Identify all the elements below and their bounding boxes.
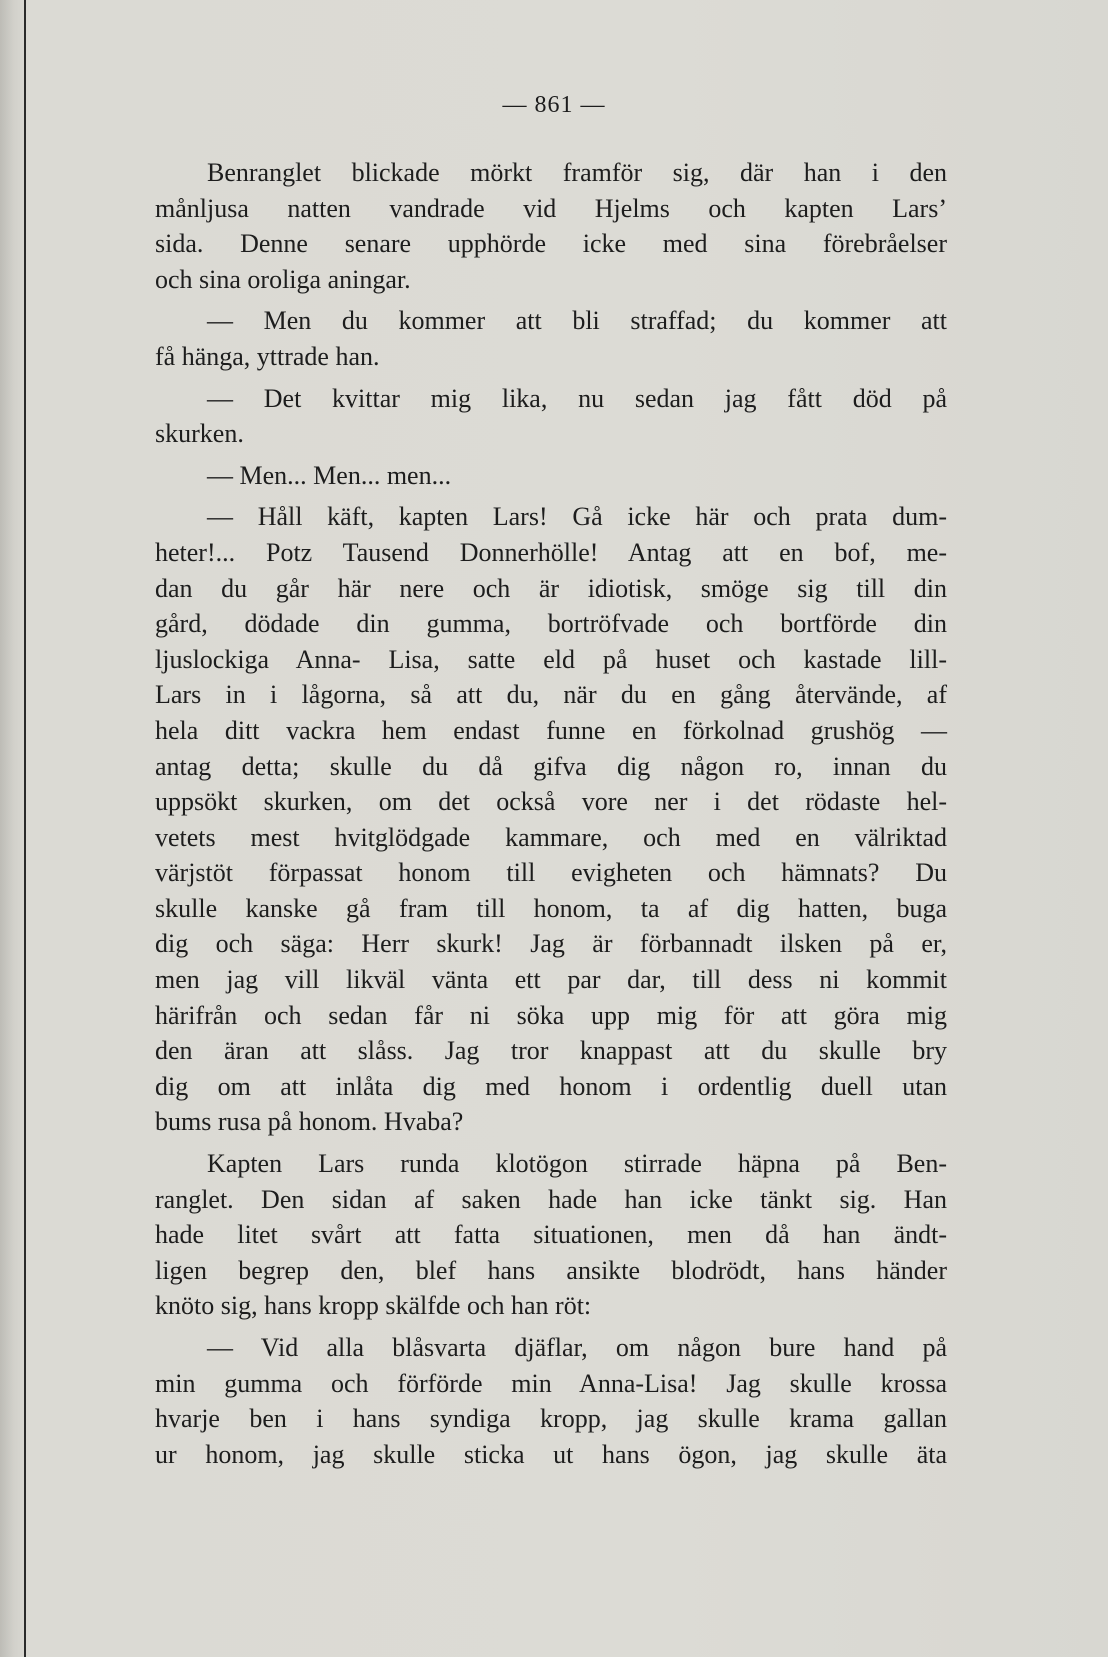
text-line: heter!... Potz Tausend Donnerhölle! Antag att en bof, me- bbox=[155, 537, 947, 567]
text-line: gård, dödade din gumma, bortröfvade och bortförde din bbox=[155, 609, 947, 639]
page-binding-edge bbox=[0, 0, 26, 1657]
text-line: dig och säga: Herr skurk! Jag är förbannadt ilsken på er, bbox=[155, 929, 947, 959]
text-line: min gumma och förförde min Anna-Lisa! Jag skulle krossa bbox=[155, 1368, 947, 1398]
page-number: — 861 — bbox=[502, 92, 606, 118]
text-line: ligen begrep den, blef hans ansikte blodrödt, hans händer bbox=[155, 1255, 947, 1285]
page-binding-line bbox=[24, 0, 26, 1657]
text-line: hvarje ben i hans syndiga kropp, jag skulle krama gallan bbox=[155, 1404, 947, 1434]
text-line: värjstöt förpassat honom till evigheten och hämnats? Du bbox=[155, 858, 947, 888]
body-text bbox=[155, 155, 947, 1472]
text-line: Benranglet blickade mörkt framför sig, där han i den bbox=[207, 158, 947, 187]
text-line: skurken. bbox=[155, 419, 244, 449]
text-line: uppsökt skurken, om det också vore ner i det rödaste hel- bbox=[155, 787, 947, 817]
text-line: antag detta; skulle du då gifva dig någon ro, innan du bbox=[155, 751, 947, 781]
text-line: månljusa natten vandrade vid Hjelms och kapten Lars’ bbox=[155, 193, 947, 223]
text-line: sida. Denne senare upphörde icke med sina förebråelser bbox=[155, 229, 947, 259]
text-line: och sina oroliga aningar. bbox=[155, 264, 411, 294]
text-line: — Men du kommer att bli straffad; du kommer att bbox=[207, 306, 947, 336]
text-line: Kapten Lars runda klotögon stirrade häpna på Ben- bbox=[207, 1149, 947, 1179]
text-line: den äran att slåss. Jag tror knappast att du skulle bry bbox=[155, 1036, 947, 1066]
text-line: ljuslockiga Anna- Lisa, satte eld på huset och kastade lill- bbox=[155, 644, 947, 674]
text-line: — Vid alla blåsvarta djäflar, om någon bure hand på bbox=[207, 1333, 947, 1362]
text-line: härifrån och sedan får ni söka upp mig för att göra mig bbox=[155, 1000, 947, 1030]
text-line: bums rusa på honom. Hvaba? bbox=[155, 1107, 464, 1137]
text-line: vetets mest hvitglödgade kammare, och med en välriktad bbox=[155, 822, 947, 852]
text-line: — Håll käft, kapten Lars! Gå icke här och prata dum- bbox=[207, 502, 947, 532]
text-line: dan du går här nere och är idiotisk, smöge sig till din bbox=[155, 573, 947, 603]
text-line: hela ditt vackra hem endast funne en förkolnad grushög — bbox=[155, 715, 947, 745]
text-line: men jag vill likväl vänta ett par dar, till dess ni kommit bbox=[155, 965, 947, 995]
text-line: få hänga, yttrade han. bbox=[155, 341, 380, 371]
text-line: hade litet svårt att fatta situationen, men då han ändt- bbox=[155, 1220, 947, 1250]
text-line: ranglet. Den sidan af saken hade han icke tänkt sig. Han bbox=[155, 1184, 947, 1214]
text-line: skulle kanske gå fram till honom, ta af dig hatten, buga bbox=[155, 893, 947, 923]
text-line: ur honom, jag skulle sticka ut hans ögon, jag skulle äta bbox=[155, 1439, 947, 1469]
text-line: knöto sig, hans kropp skälfde och han röt: bbox=[155, 1291, 592, 1321]
text-line: dig om att inlåta dig med honom i ordentlig duell utan bbox=[155, 1071, 947, 1101]
text-line: — Men... Men... men... bbox=[207, 460, 452, 490]
text-line: — Det kvittar mig lika, nu sedan jag fått död på bbox=[207, 383, 947, 413]
text-line: Lars in i lågorna, så att du, när du en gång återvände, af bbox=[155, 680, 947, 710]
